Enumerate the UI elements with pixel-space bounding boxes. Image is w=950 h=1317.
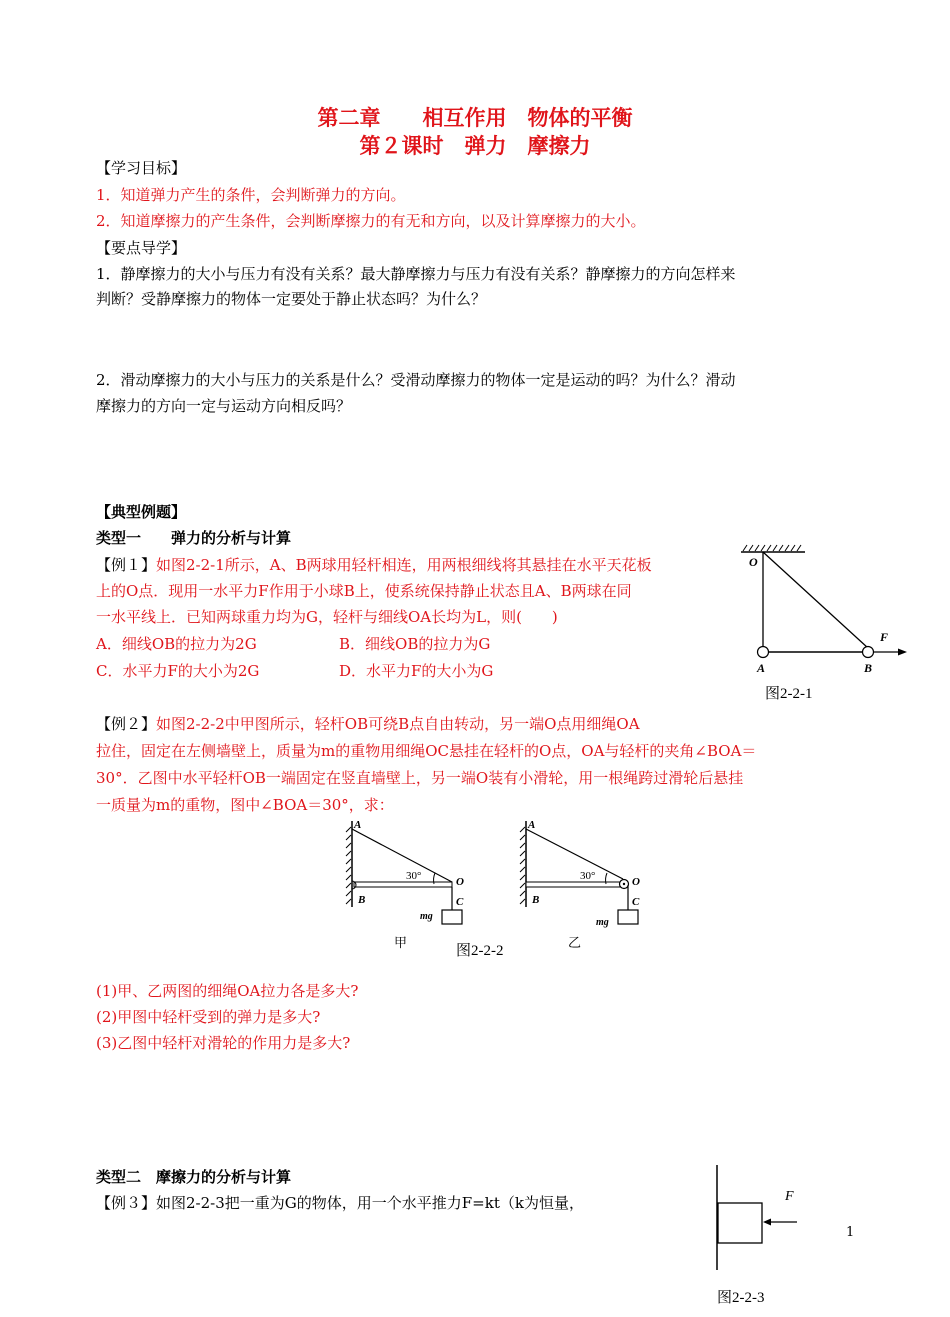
chapter-title: 第二章 相互作用 物体的平衡 bbox=[317, 106, 633, 130]
svg-text:mg: mg bbox=[596, 917, 609, 928]
goals-heading: 【学习目标】 bbox=[96, 159, 187, 177]
ex2-line4: 一质量为m的重物，图中∠BOA＝30°，求： bbox=[96, 796, 394, 814]
svg-text:C: C bbox=[632, 896, 640, 908]
ceiling-hatch bbox=[743, 545, 801, 551]
guide-q2-line2: 摩擦力的方向一定与运动方向相反吗？ bbox=[96, 397, 352, 415]
ex2-line1 bbox=[96, 713, 640, 735]
ball-b bbox=[863, 647, 874, 658]
figure-2-2-1 bbox=[735, 542, 915, 712]
type2-heading: 类型二 摩擦力的分析与计算 bbox=[96, 1168, 292, 1186]
figure-2-2-2 bbox=[330, 815, 660, 965]
ex1-option-d: D．水平力F的大小为G bbox=[339, 662, 494, 680]
ex1-option-a: A．细线OB的拉力为2G bbox=[96, 635, 257, 653]
guide-q1-line1: 1．静摩擦力的大小与压力有没有关系？最大静摩擦力与压力有没有关系？静摩擦力的方向怎样来 bbox=[96, 265, 736, 283]
force-f-arrowhead-icon bbox=[898, 649, 907, 656]
ex2-text-1: 如图2-2-2中甲图所示，轻杆OB可绕B点自由转动，另一端O点用细绳OA bbox=[156, 715, 640, 733]
ex2-line2: 拉住，固定在左侧墙壁上，质量为m的重物用细绳OC悬挂在轻杆的O点，OA与轻杆的夹角∠BOA＝ bbox=[96, 742, 757, 760]
label-a: A bbox=[757, 661, 766, 675]
ex3-line1 bbox=[96, 1192, 584, 1214]
push-arrowhead-icon bbox=[763, 1219, 771, 1226]
lesson-title: 第２课时 弹力 摩擦力 bbox=[359, 134, 591, 158]
ex1-line3: 一水平线上．已知两球重力均为G，轻杆与细线OA长均为L，则( ) bbox=[96, 608, 558, 626]
ex2-question-2: (2)甲图中轻杆受到的弹力是多大? bbox=[96, 1008, 321, 1026]
ex1-line2: 上的O点．现用一水平力F作用于小球B上，使系统保持静止状态且A、B两球在同 bbox=[96, 582, 632, 600]
label-b: B bbox=[864, 661, 873, 675]
guide-q2-line1: 2．滑动摩擦力的大小与压力的关系是什么？受滑动摩擦力的物体一定是运动的吗？为什么？滑动 bbox=[96, 371, 736, 389]
svg-text:30°: 30° bbox=[580, 870, 596, 882]
ex1-text-1: 如图2-2-1所示，A、B两球用轻杆相连，用两根细线将其悬挂在水平天花板 bbox=[156, 556, 652, 574]
figure-yi-label: 乙 bbox=[568, 935, 582, 950]
svg-text:C: C bbox=[456, 896, 464, 908]
figure-2-2-3 bbox=[705, 1160, 825, 1310]
type1-heading: 类型一 弹力的分析与计算 bbox=[96, 529, 292, 547]
label-f: F bbox=[785, 1189, 794, 1204]
ex3-label: 【例３】 bbox=[96, 1194, 157, 1212]
figure-jia-label: 甲 bbox=[394, 935, 408, 950]
figure-jia bbox=[346, 819, 464, 950]
ex2-question-1: (1)甲、乙两图的细绳OA拉力各是多大? bbox=[96, 982, 359, 1000]
fig-2-2-1-caption: 图2-2-1 bbox=[765, 686, 813, 702]
ex1-option-c: C．水平力F的大小为2G bbox=[96, 662, 260, 680]
svg-text:A: A bbox=[528, 819, 536, 831]
ex1-label: 【例１】 bbox=[96, 556, 157, 574]
svg-text:O: O bbox=[632, 876, 640, 888]
svg-text:O: O bbox=[456, 876, 464, 888]
fig-2-2-3-caption: 图2-2-3 bbox=[717, 1290, 765, 1306]
ex2-label: 【例２】 bbox=[96, 715, 157, 733]
ex1-line1 bbox=[96, 554, 652, 576]
svg-text:B: B bbox=[532, 894, 540, 906]
page-number: 1 bbox=[846, 1225, 855, 1240]
guide-q1-line2: 判断？受静摩擦力的物体一定要处于静止状态吗？为什么？ bbox=[96, 290, 487, 308]
string-ob bbox=[763, 552, 868, 648]
examples-heading: 【典型例题】 bbox=[96, 503, 187, 521]
goal-item-1: 1．知道弹力产生的条件，会判断弹力的方向。 bbox=[96, 186, 406, 204]
figure-yi bbox=[520, 819, 640, 950]
fig-2-2-2-caption: 图2-2-2 bbox=[456, 943, 504, 959]
guide-heading: 【要点导学】 bbox=[96, 239, 187, 257]
ex3-text-1: 如图2-2-3把一重为G的物体，用一个水平推力F=kt（k为恒量， bbox=[156, 1194, 584, 1212]
block bbox=[718, 1203, 762, 1243]
svg-text:30°: 30° bbox=[406, 870, 422, 882]
svg-text:A: A bbox=[354, 819, 362, 831]
ex2-line3: 30°．乙图中水平轻杆OB一端固定在竖直墙壁上，另一端O装有小滑轮，用一根绳跨过滑轮后悬挂 bbox=[96, 769, 744, 787]
ex1-option-b: B．细线OB的拉力为G bbox=[339, 635, 491, 653]
goal-item-2: 2．知道摩擦力的产生条件，会判断摩擦力的有无和方向，以及计算摩擦力的大小。 bbox=[96, 212, 646, 230]
label-o: O bbox=[749, 555, 758, 569]
label-f: F bbox=[880, 630, 889, 644]
ex2-question-3: (3)乙图中轻杆对滑轮的作用力是多大? bbox=[96, 1034, 351, 1052]
svg-text:mg: mg bbox=[420, 911, 433, 922]
svg-text:B: B bbox=[358, 894, 366, 906]
ball-a bbox=[758, 647, 769, 658]
